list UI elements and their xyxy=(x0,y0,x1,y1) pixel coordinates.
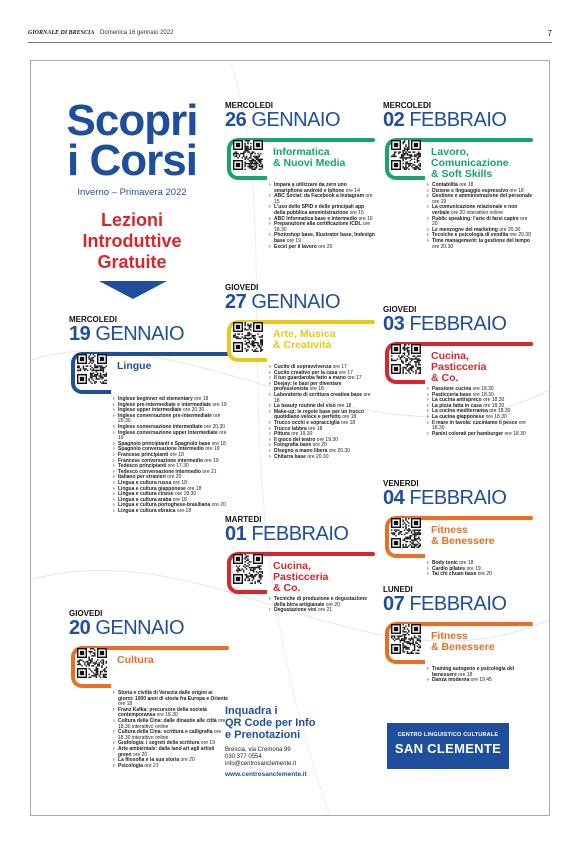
course-time: ore 19 xyxy=(432,198,447,205)
course-time: ore 18 xyxy=(171,496,187,503)
course-list xyxy=(69,691,229,769)
category-card xyxy=(383,338,533,386)
san-clemente-logo: CENTRO LINGUISTICO CULTURALE SAN CLEMENTE xyxy=(387,723,509,769)
course-name: Body tonic xyxy=(432,560,458,566)
weekday: VENERDI xyxy=(383,479,419,488)
course-time: ore 18 xyxy=(340,414,357,421)
course-item xyxy=(113,691,229,708)
course-time: ore 18 xyxy=(118,701,133,708)
course-name: Lingua e cultura araba xyxy=(118,496,172,503)
category-card xyxy=(225,316,375,364)
category-title xyxy=(117,655,154,666)
date-heading xyxy=(69,618,229,639)
course-name: Time management: la gestione del tempo xyxy=(432,237,530,244)
category-title-line: Comunicazione xyxy=(431,157,509,169)
course-time: ore 18 xyxy=(456,671,473,678)
course-name: Laboratorio di scrittura creativa base xyxy=(274,391,363,398)
course-time: ore 18 xyxy=(171,479,187,486)
hero-season: Inverno – Primavera 2022 xyxy=(77,187,187,198)
category-title-line: & Creatività xyxy=(273,339,332,351)
category-title-line: Lingue xyxy=(117,360,152,372)
month-name: GENNAIO xyxy=(251,291,341,313)
address: Brescia, via Cremona 99 xyxy=(225,747,291,753)
course-name: Cucito di sopravvivenza xyxy=(274,364,332,370)
course-name: Tedesco principianti xyxy=(118,463,167,470)
date-heading xyxy=(383,110,533,131)
course-name: Gestione e amministrazione del personale xyxy=(432,193,533,200)
course-list xyxy=(383,387,533,437)
course-name: Deejay: le basi per diventare professionista xyxy=(274,380,342,393)
category-card xyxy=(383,134,533,182)
course-time: ore 20 xyxy=(210,502,226,509)
course-time: ore 19 xyxy=(211,401,227,408)
arrow-down-icon xyxy=(99,281,167,299)
course-block-fitness-07 xyxy=(383,585,533,684)
course-time: ore 18 xyxy=(335,403,352,410)
category-title-line: Cucina, xyxy=(431,350,469,362)
course-name: Italiano per stranieri xyxy=(118,474,166,481)
category-title-line: Fitness xyxy=(431,630,468,642)
course-name: La cucina antispreco xyxy=(432,397,482,404)
course-block-arte xyxy=(225,283,375,460)
date-heading xyxy=(225,524,375,545)
course-name: Il tuo guardaroba fatto a mano xyxy=(274,375,346,382)
course-name: La beauty routine del viso xyxy=(274,403,336,410)
course-name: La cucina mediterranea xyxy=(432,408,488,415)
card-bar xyxy=(111,646,229,650)
page-number: 7 xyxy=(547,29,552,38)
course-item xyxy=(113,764,229,770)
course-time: ore 20 xyxy=(324,601,340,608)
category-title-line: & Nuovi Media xyxy=(273,157,346,169)
course-time: ore 19 xyxy=(203,446,220,453)
course-time: ore 18 xyxy=(339,419,356,426)
weekday: GIOVEDI xyxy=(225,283,259,292)
course-name: Il mare in tavola: cuciniamo il pesce xyxy=(432,419,518,426)
hero xyxy=(57,96,207,273)
course-item xyxy=(427,572,533,578)
qr-code-icon[interactable] xyxy=(77,354,107,384)
course-time: ore 18.30 xyxy=(173,491,197,498)
course-time: ore 20.30 xyxy=(432,243,454,250)
card-bar xyxy=(267,320,375,324)
qr-code-icon[interactable] xyxy=(391,518,421,548)
course-name: Lingua e cultura russa xyxy=(118,479,172,486)
course-name: Tedesco conversazione intermedio xyxy=(118,468,201,475)
course-name: Lingua e cultura giapponese xyxy=(118,485,186,492)
course-name: Lingua e cultura cinese xyxy=(118,491,174,498)
course-name: La pizza fatta in casa xyxy=(432,402,482,409)
category-title xyxy=(273,329,335,351)
month-name: FEBBRAIO xyxy=(409,313,507,335)
weekday: MERCOLEDI xyxy=(225,101,273,110)
course-time: ore 20.30 xyxy=(327,447,350,454)
category-title-line: Cultura xyxy=(117,654,154,666)
course-time: ore 18.30 xyxy=(471,386,494,392)
course-item xyxy=(427,432,533,438)
course-item xyxy=(113,509,229,515)
date-heading xyxy=(383,594,533,615)
course-time: ore 20 xyxy=(311,442,327,449)
day-number: 19 xyxy=(69,323,91,345)
course-name: Inglese beginner ed elementary xyxy=(118,396,193,402)
qr-code-icon[interactable] xyxy=(391,140,421,170)
course-time: ore 21 xyxy=(316,607,333,614)
course-list xyxy=(383,667,533,684)
course-list xyxy=(225,365,375,460)
course-block-informatica xyxy=(225,101,375,250)
course-list xyxy=(383,561,533,578)
course-time: ore 20 xyxy=(131,751,148,758)
category-title-line: Lavoro, xyxy=(431,146,469,158)
course-time: ore 16 xyxy=(357,215,373,222)
course-time: ore 20.30 xyxy=(497,226,521,233)
course-time: ore 14 xyxy=(344,187,360,194)
course-name: Make-up: le regole base per un trucco quotidiano veloce e perfetto xyxy=(274,408,365,421)
qr-code-icon[interactable] xyxy=(391,344,421,374)
course-item xyxy=(427,678,533,684)
course-name: Cultura della Cina: dalle dinastie alle città xyxy=(118,717,217,724)
newspaper-name: GIORNALE DI BRESCIA xyxy=(28,30,95,36)
course-time: ore 20 xyxy=(316,243,333,250)
course-time: ore 20 xyxy=(165,474,182,481)
ad-frame xyxy=(30,60,550,816)
course-time: ore 18 xyxy=(175,507,192,514)
category-title-line: Pasticceria xyxy=(431,361,487,373)
course-time: ore 15 xyxy=(348,209,364,216)
hero-subtitle: Lezioni Introduttive Gratuite xyxy=(82,210,182,272)
course-name: Francese conversazione intermedio xyxy=(118,457,204,464)
course-item xyxy=(427,239,533,250)
card-bar xyxy=(267,138,375,142)
course-list xyxy=(69,397,229,514)
course-name: Passione cucina xyxy=(432,386,472,392)
course-name: Tai chi chuan base xyxy=(432,571,477,578)
course-name: Storia e civiltà di Venezia dalle origini ai giorni: 1000 anni di storia fra Europa e Oriente xyxy=(118,690,229,702)
course-name: Trucco occhi e sopracciglia xyxy=(274,419,340,426)
course-time: ore 21 xyxy=(201,468,217,475)
issue-date: Domenica 16 gennaio 2022 xyxy=(100,30,174,36)
course-time: ore 18.30 xyxy=(471,391,494,398)
course-name: Inglese conversazione intermediate xyxy=(118,423,203,430)
course-name: Spagnolo principianti e Spagnolo base xyxy=(118,440,211,447)
course-time: ore 19 xyxy=(118,429,227,442)
day-number: 07 xyxy=(383,593,405,615)
month-name: FEBBRAIO xyxy=(251,523,349,545)
course-name: Public speaking: l'arte di farsi capire xyxy=(432,215,519,222)
course-item xyxy=(269,245,375,251)
card-bar xyxy=(425,138,533,142)
course-time: ore 18.30 interattivo online xyxy=(118,729,222,741)
course-name: Cultura della Cina: scrittura e calligrafia xyxy=(118,729,213,736)
course-time: ore 17 xyxy=(337,369,353,376)
course-name: La filosofia e la sua storia xyxy=(118,757,180,764)
course-block-cultura xyxy=(69,609,229,769)
course-name: ABC Social: da Facebook a Instagram xyxy=(274,193,365,200)
course-list xyxy=(225,183,375,250)
date-heading xyxy=(383,488,533,509)
course-name: Psicologia xyxy=(118,762,144,769)
course-time: ore 19.30 xyxy=(315,436,338,443)
course-time: ore 18 xyxy=(192,396,209,402)
course-block-cucina-03 xyxy=(383,305,533,437)
hero-title-line2: i Corsi xyxy=(67,136,197,185)
course-time: ore 18.30 xyxy=(487,408,511,415)
category-card xyxy=(225,134,375,182)
course-list xyxy=(383,183,533,250)
course-time: ore 17 xyxy=(345,375,362,382)
course-name: Lingua e cultura ebraica xyxy=(118,507,176,514)
course-name: Inglese upper intermediate xyxy=(118,407,182,414)
course-time: ore 20 interattivo online xyxy=(449,209,503,216)
month-name: GENNAIO xyxy=(95,323,185,345)
course-name: Le menzogne del marketing xyxy=(432,226,498,233)
course-time: ore 18 xyxy=(457,182,474,188)
course-name: Contabilità xyxy=(432,182,458,188)
weekday: MERCOLEDI xyxy=(383,101,431,110)
month-name: GENNAIO xyxy=(251,109,341,131)
course-name: Training autogeno e psicologia del benessere xyxy=(432,666,515,678)
category-title xyxy=(117,361,151,372)
header-divider xyxy=(28,42,552,43)
category-title-line: Pasticceria xyxy=(273,571,329,583)
card-bar xyxy=(425,516,533,520)
course-name: Chitarra base xyxy=(274,453,306,460)
date-heading xyxy=(69,324,229,345)
course-time: ore 20 xyxy=(432,215,528,228)
course-time: ore 18 xyxy=(306,425,323,432)
weekday: MERCOLEDI xyxy=(69,315,117,324)
month-name: FEBBRAIO xyxy=(409,487,507,509)
course-time: ore 18.30 xyxy=(484,413,507,420)
course-time: ore 19 xyxy=(285,237,301,244)
course-name: Il gioco del teatro xyxy=(274,436,316,443)
category-title-line: & Benessere xyxy=(431,641,495,653)
course-name: Inglese conversazione pre-intermediate xyxy=(118,412,212,419)
course-time: ore 19.30 xyxy=(289,431,313,438)
day-number: 02 xyxy=(383,109,405,131)
day-number: 20 xyxy=(69,617,91,639)
course-name: Francese principianti xyxy=(118,451,169,458)
qr-code-icon[interactable] xyxy=(77,648,107,678)
course-time: ore 18.30 xyxy=(274,221,371,233)
course-name: Inglese conversazione upper intermediate xyxy=(118,429,218,436)
weekday: MARTEDI xyxy=(225,515,262,524)
category-title xyxy=(431,351,486,384)
course-name: Tecniche di produzione e degustazione della birra artigianale xyxy=(274,596,367,608)
course-name: Impara a utilizzare da zero uno smartphone android e Iphone xyxy=(274,182,347,194)
month-name: FEBBRAIO xyxy=(409,593,507,615)
course-time: ore 20.30 xyxy=(305,453,329,460)
weekday: LUNEDI xyxy=(383,585,413,594)
course-name: ABC Informatica base e intermedio xyxy=(274,215,358,222)
qr-code-icon[interactable] xyxy=(391,624,421,654)
month-name: FEBBRAIO xyxy=(409,109,507,131)
course-name: Tecniche e psicologia di vendita xyxy=(432,232,509,239)
course-time: ore 18 xyxy=(185,485,202,492)
course-time: ore 19 xyxy=(465,565,481,572)
course-name: Grafologia: i segreti della scrittura xyxy=(118,740,200,747)
course-name: Panini colorati per hamburger xyxy=(432,430,504,437)
course-time: ore 18 xyxy=(508,187,524,194)
course-block-lingue xyxy=(69,315,229,514)
course-name: Fotografia base xyxy=(274,442,312,449)
course-name: Arte ambientale: dalla land art agli artisti green xyxy=(118,745,215,758)
day-number: 03 xyxy=(383,313,405,335)
date-heading xyxy=(225,110,375,131)
course-time: ore 20.30 xyxy=(202,423,226,430)
card-bar xyxy=(425,622,533,626)
course-name: Excel per il lavoro xyxy=(274,243,317,250)
course-block-cucina-01 xyxy=(225,515,375,614)
course-name: Inglese pre-intermediate e intermediate xyxy=(118,401,212,408)
day-number: 27 xyxy=(225,291,247,313)
category-card xyxy=(383,512,533,560)
course-name: Trucco labbra xyxy=(274,425,307,432)
card-bar xyxy=(425,342,533,346)
course-time: ore 18 xyxy=(210,440,226,447)
day-number: 26 xyxy=(225,109,247,131)
course-name: Dizione e linguaggio espressivo xyxy=(432,187,509,194)
category-card xyxy=(383,618,533,666)
category-title xyxy=(431,525,495,547)
course-name: L'uso dello SPID e delle principali app della pubblica amministrazione xyxy=(274,204,365,216)
course-time: ore 18.30 xyxy=(481,402,505,409)
category-title-line: & Benessere xyxy=(431,535,495,547)
card-bar xyxy=(267,552,375,556)
course-time: ore 17 xyxy=(331,364,347,370)
course-list xyxy=(225,597,375,614)
course-name: Disegno a mano libera xyxy=(274,447,328,454)
course-name: Danza moderna xyxy=(432,677,470,684)
course-time: ore 18 xyxy=(274,391,371,404)
qr-code-icon[interactable] xyxy=(233,554,263,584)
course-time: ore 19 xyxy=(199,740,215,747)
day-number: 04 xyxy=(383,487,405,509)
course-name: Cardio pilates xyxy=(432,565,466,572)
course-time: ore 17.30 xyxy=(166,463,189,470)
category-title-line: Informatica xyxy=(273,146,330,158)
course-block-fitness-04 xyxy=(383,479,533,578)
course-name: Photoshop base, Illustrator base, Indesign base xyxy=(274,232,375,244)
contact-details xyxy=(225,747,375,768)
hero-title-line1: Scopri xyxy=(66,96,198,145)
qr-code-icon[interactable] xyxy=(233,140,263,170)
course-time: ore 18.30 interattivo online xyxy=(118,717,226,730)
card-bar xyxy=(111,352,229,356)
course-name: Preparazione alla certificazione ICDL xyxy=(274,221,362,228)
course-time: ore 20.30 xyxy=(508,232,531,239)
category-title xyxy=(273,561,328,594)
category-title xyxy=(273,147,345,169)
date-heading xyxy=(383,314,533,335)
course-name: Degustazione vini xyxy=(274,607,317,614)
phone: 030 377 0554 xyxy=(225,754,262,760)
course-time: ore 18.30 xyxy=(155,712,178,719)
course-time: ore 18 xyxy=(168,451,184,458)
date-heading xyxy=(225,292,375,313)
course-name: La cucina giapponese xyxy=(432,413,485,420)
category-card xyxy=(69,642,229,690)
category-title-line: Fitness xyxy=(431,524,468,536)
course-time: ore 21 xyxy=(143,762,159,769)
info-section xyxy=(225,705,375,778)
course-time: ore 19 xyxy=(203,457,219,464)
course-time: ore 18.30 xyxy=(432,419,526,432)
qr-code-icon[interactable] xyxy=(233,322,263,352)
course-time: ore 20 xyxy=(476,571,492,578)
course-item xyxy=(269,455,375,461)
course-time: ore 18.30 xyxy=(481,397,505,404)
course-time: ore 18 xyxy=(308,386,324,393)
course-name: Spagnolo conversazione intermedio xyxy=(118,446,204,453)
category-title-line: Cucina, xyxy=(273,560,311,572)
category-title-line: & Co. xyxy=(431,372,459,384)
weekday: GIOVEDI xyxy=(383,305,417,314)
course-time: ore 18.30 xyxy=(503,430,526,437)
month-name: GENNAIO xyxy=(95,617,185,639)
category-card xyxy=(225,548,375,596)
course-name: La comunicazione relazionale e non verbale xyxy=(432,204,518,216)
course-name: Pasticceria base xyxy=(432,391,472,398)
day-number: 01 xyxy=(225,523,247,545)
category-title-line: & Co. xyxy=(273,582,301,594)
course-time: ore 19.45 xyxy=(469,677,492,684)
course-time: ore 18 xyxy=(457,560,474,566)
course-name: Cucito creativo per la casa xyxy=(274,369,338,376)
course-name: Lingua e cultura portoghese-brasiliana xyxy=(118,502,211,509)
weekday: GIOVEDI xyxy=(69,609,103,618)
course-item xyxy=(269,608,375,614)
category-card xyxy=(69,348,229,396)
course-time: ore 15 xyxy=(274,193,373,205)
course-name: Pittura xyxy=(274,431,290,438)
category-title-line: & Soft Skills xyxy=(431,168,493,180)
website-link[interactable]: www.centrosanclemente.it xyxy=(225,771,307,778)
category-title xyxy=(431,631,495,653)
course-block-lavoro xyxy=(383,101,533,250)
category-title xyxy=(431,147,509,180)
course-time: ore 20.30 xyxy=(118,412,221,425)
email: info@centrosanclemente.it xyxy=(225,761,297,767)
info-title: Inquadra i QR Code per Info e Prenotazioni xyxy=(225,705,316,741)
page-header xyxy=(28,30,552,42)
course-time: ore 20 xyxy=(179,757,195,764)
category-title-line: Arte, Musica xyxy=(273,328,336,340)
course-name: Franz Kafka: precursore della società contemporanea xyxy=(118,706,207,719)
course-time: ore 20.30 xyxy=(181,407,205,414)
